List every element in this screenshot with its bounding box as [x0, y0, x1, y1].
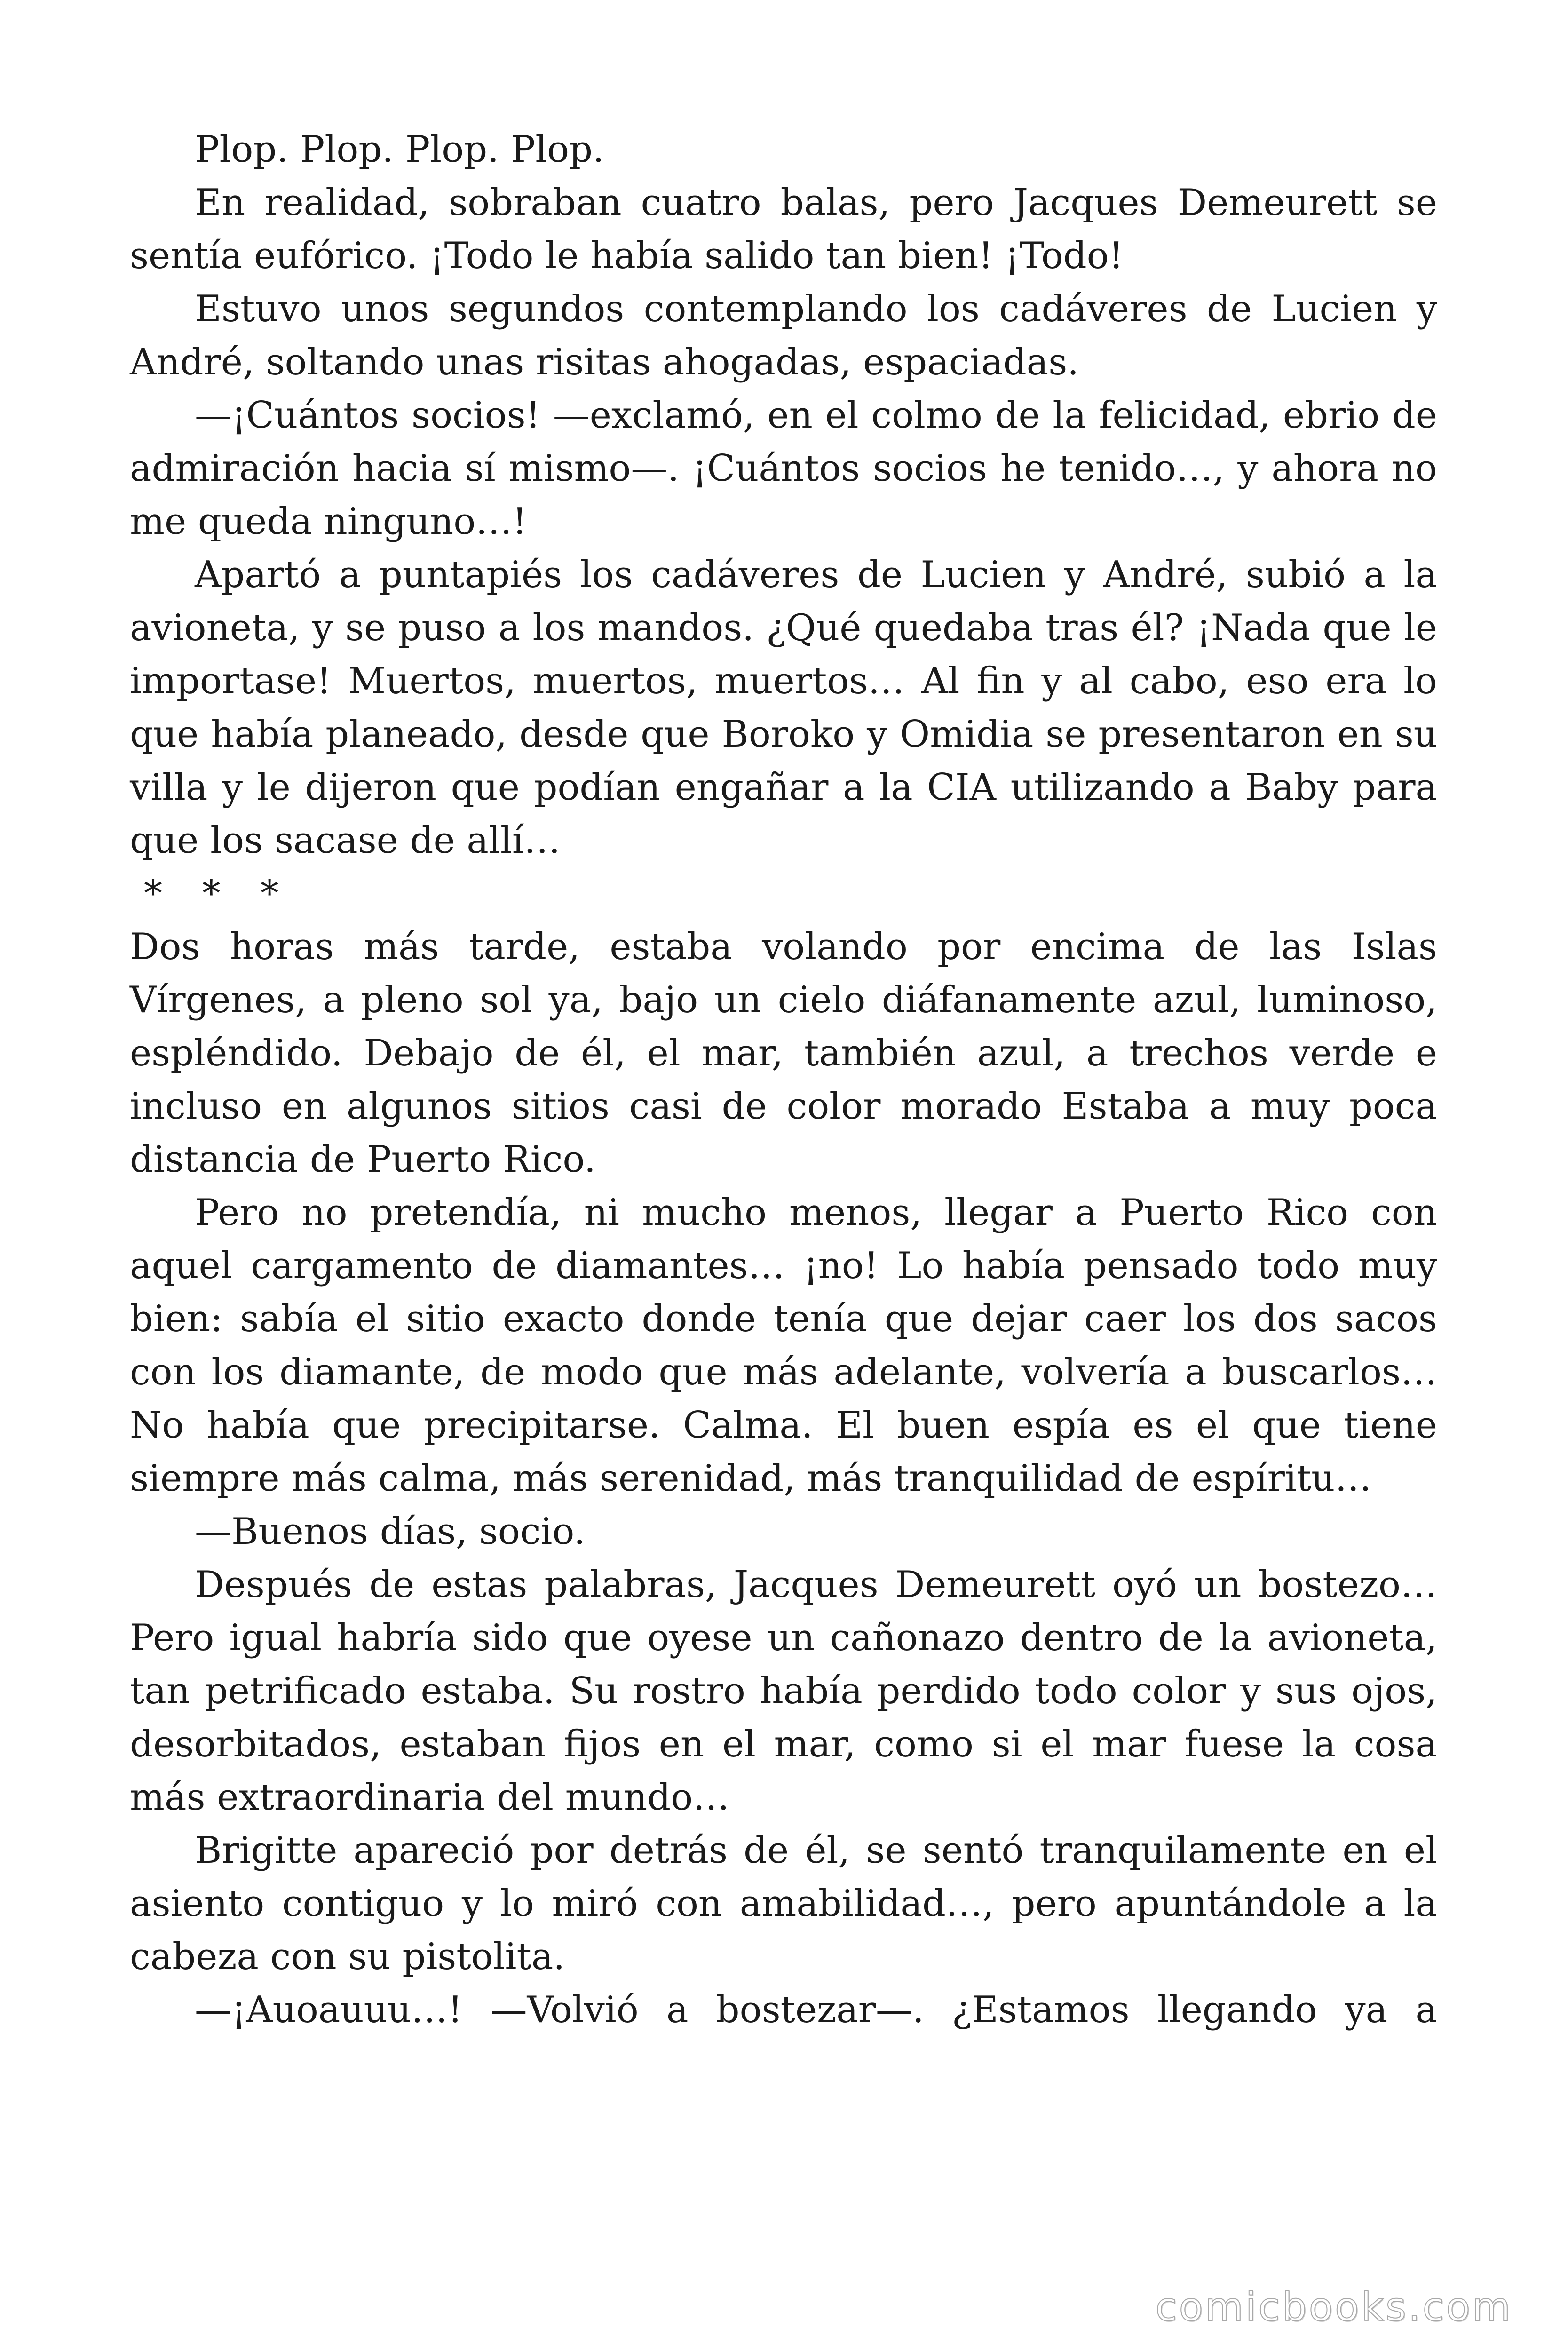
- paragraph: —Buenos días, socio.: [195, 1510, 586, 1553]
- scene-separator: [130, 867, 1437, 921]
- paragraph: Dos horas más tarde, estaba volando por encima de las Islas Vírgenes, a pleno sol ya, bajo un cielo diáfanamente azul, luminoso, espléndido. Debajo de él, el mar, también azul, a trechos verde e incluso en algunos sitios casi de color morado Estaba a muy poca distancia de Puerto Rico.: [130, 926, 1437, 1181]
- watermark: comicbooks.com: [1155, 2284, 1513, 2330]
- paragraph: Estuvo unos segundos contemplando los cadáveres de Lucien y André, soltando unas risitas ahogadas, espaciadas.: [130, 288, 1437, 383]
- paragraph: En realidad, sobraban cuatro balas, pero Jacques Demeurett se sentía eufórico. ¡Todo le había salido tan bien! ¡Todo!: [130, 182, 1437, 277]
- paragraph: Apartó a puntapiés los cadáveres de Lucien y André, subió a la avioneta, y se puso a los mandos. ¿Qué quedaba tras él? ¡Nada que le importase! Muertos, muertos, muertos… Al fin y al cabo, eso era lo que había planeado, desde que Boroko y Omidia se presentaron en su villa y le dijeron que podían engañar a la CIA utilizando a Baby para que los sacase de allí…: [130, 554, 1437, 862]
- paragraph: Pero no pretendía, ni mucho menos, llegar a Puerto Rico con aquel cargamento de diamantes… ¡no! Lo había pensado todo muy bien: sabía el sitio exacto donde tenía que dejar caer los dos sacos con los diamante, de modo que más adelante, volvería a buscarlos… No había que precipitarse. Calma. El buen espía es el que tiene siempre más calma, más serenidad, más tranquilidad de espíritu…: [130, 1192, 1437, 1500]
- paragraph-last-line: —¡Auoauuu…! —Volvió a bostezar—. ¿Estamos llegando ya a: [195, 1989, 1437, 2031]
- paragraph: Brigitte apareció por detrás de él, se sentó tranquilamente en el asiento contiguo y lo miró con amabilidad…, pero apuntándole a la cabeza con su pistolita.: [130, 1829, 1437, 1978]
- paragraph: —¡Cuántos socios! —exclamó, en el colmo de la felicidad, ebrio de admiración hacia sí mismo—. ¡Cuántos socios he tenido…, y ahora no me queda ninguno…!: [130, 394, 1437, 543]
- separator-asterisks: * * *: [144, 873, 293, 915]
- text-column: [130, 123, 1437, 2037]
- paragraph: Plop. Plop. Plop. Plop.: [195, 128, 604, 171]
- paragraph: Después de estas palabras, Jacques Demeurett oyó un bostezo… Pero igual habría sido que oyese un cañonazo dentro de la avioneta, tan petrificado estaba. Su rostro había perdido todo color y sus ojos, desorbitados, estaban fijos en el mar, como si el mar fuese la cosa más extraordinaria del mundo…: [130, 1564, 1437, 1819]
